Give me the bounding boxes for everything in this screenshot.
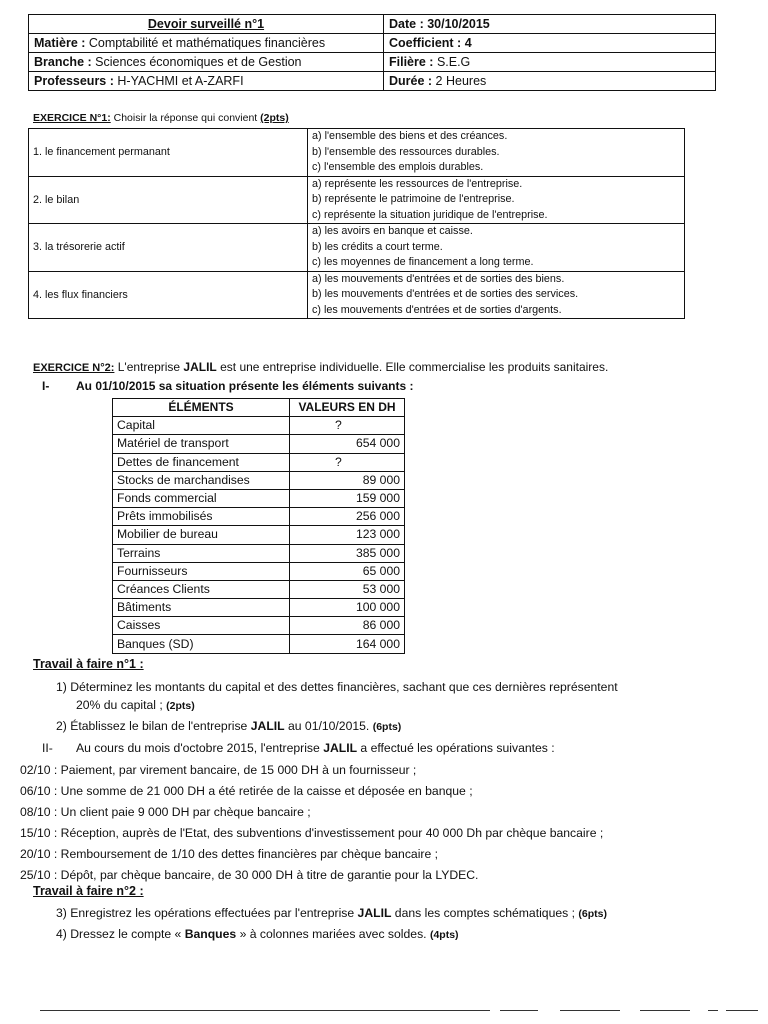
- exercise1-table: [28, 128, 685, 319]
- table-row: [113, 617, 405, 635]
- exercise1-question: 4. les flux financiers: [29, 271, 308, 319]
- exercise1-question: 3. la trésorerie actif: [29, 224, 308, 272]
- exercise1-options: [308, 176, 685, 224]
- exercise1-option: a) les avoirs en banque et caisse.: [312, 225, 473, 237]
- table-row: [113, 453, 405, 471]
- element-value: 123 000: [290, 526, 405, 544]
- t1-question1-line2: 20% du capital ; (2pts): [76, 698, 195, 712]
- operation-item: 25/10 : Dépôt, par chèque bancaire, de 30 000 DH à titre de garantie pour la LYDEC.: [20, 868, 479, 882]
- element-name: Créances Clients: [113, 580, 290, 598]
- footer-rule: [40, 1010, 490, 1011]
- table-row: [113, 580, 405, 598]
- exercise1-option: a) représente les ressources de l'entreprise.: [312, 177, 523, 190]
- exam-coefficient: Coefficient : 4: [384, 34, 716, 53]
- exercise1-options: [308, 224, 685, 272]
- exercise1-row: [29, 176, 685, 224]
- footer-rule: [726, 1010, 758, 1011]
- exercise1-options: [308, 271, 685, 319]
- exercise1-option: b) représente le patrimoine de l'entreprise.: [312, 193, 515, 205]
- t2-question4: 4) Dressez le compte « Banques » à colonnes mariées avec soldes. (4pts): [56, 927, 459, 941]
- exercise1-option: c) représente la situation juridique de l'entreprise.: [312, 208, 548, 221]
- exam-date: Date : 30/10/2015: [384, 15, 716, 34]
- element-name: Mobilier de bureau: [113, 526, 290, 544]
- exercise1-option: b) les mouvements d'entrées et de sorties des services.: [312, 288, 579, 300]
- footer-rule: [708, 1010, 718, 1011]
- elements-table: [112, 398, 405, 654]
- element-value: ?: [290, 417, 405, 435]
- operation-item: 08/10 : Un client paie 9 000 DH par chèque bancaire ;: [20, 805, 311, 819]
- footer-rule: [560, 1010, 620, 1011]
- table-row: [113, 599, 405, 617]
- element-value: 654 000: [290, 435, 405, 453]
- exam-filiere: Filière : S.E.G: [384, 53, 716, 72]
- element-name: Bâtiments: [113, 599, 290, 617]
- element-value: 65 000: [290, 562, 405, 580]
- exercise1-option: a) les mouvements d'entrées et de sorties des biens.: [312, 272, 565, 285]
- exam-branche: Branche : Sciences économiques et de Gestion: [29, 53, 384, 72]
- element-value: 385 000: [290, 544, 405, 562]
- element-value: ?: [290, 453, 405, 471]
- operation-item: 02/10 : Paiement, par virement bancaire, de 15 000 DH à un fournisseur ;: [20, 763, 417, 777]
- element-name: Dettes de financement: [113, 453, 290, 471]
- table-row: [113, 417, 405, 435]
- footer-rule: [500, 1010, 538, 1011]
- header-table: [28, 14, 716, 91]
- exercise1-option: c) les mouvements d'entrées et de sorties d'argents.: [312, 303, 562, 316]
- element-value: 159 000: [290, 489, 405, 507]
- element-name: Fournisseurs: [113, 562, 290, 580]
- part2-heading: II- Au cours du mois d'octobre 2015, l'entreprise JALIL a effectué les opérations suivantes :: [42, 741, 555, 755]
- values-header: VALEURS EN DH: [290, 399, 405, 417]
- t2-question3: 3) Enregistrez les opérations effectuées par l'entreprise JALIL dans les comptes schématiques ; (6pts): [56, 906, 607, 920]
- exam-professeurs: Professeurs : H-YACHMI et A-ZARFI: [29, 72, 384, 91]
- exercise1-option: b) l'ensemble des ressources durables.: [312, 145, 500, 158]
- travail2-title: Travail à faire n°2 :: [33, 884, 144, 898]
- exercise1-row: [29, 271, 685, 319]
- exercise2-title: EXERCICE N°2: L'entreprise JALIL est une entreprise individuelle. Elle commercialise les produits sanitaires.: [33, 360, 609, 374]
- element-name: Matériel de transport: [113, 435, 290, 453]
- table-row: [113, 635, 405, 653]
- table-row: [113, 562, 405, 580]
- travail1-title: Travail à faire n°1 :: [33, 657, 144, 671]
- element-name: Prêts immobilisés: [113, 508, 290, 526]
- operation-item: 20/10 : Remboursement de 1/10 des dettes financières par chèque bancaire ;: [20, 847, 439, 861]
- exercise1-options: [308, 129, 685, 177]
- element-name: Caisses: [113, 617, 290, 635]
- exercise1-question: 1. le financement permanant: [29, 129, 308, 177]
- table-row: [113, 508, 405, 526]
- element-value: 100 000: [290, 599, 405, 617]
- elements-header: ÉLÉMENTS: [113, 399, 290, 417]
- exercise1-option: b) les crédits a court terme.: [312, 240, 443, 253]
- table-row: [113, 526, 405, 544]
- table-row: [113, 471, 405, 489]
- table-row: [113, 544, 405, 562]
- element-value: 164 000: [290, 635, 405, 653]
- operation-item: 15/10 : Réception, auprès de l'Etat, des subventions d'investissement pour 40 000 Dh par chèque bancaire ;: [20, 826, 604, 840]
- exam-matiere: Matière : Comptabilité et mathématiques financières: [29, 34, 384, 53]
- table-row: [113, 489, 405, 507]
- table-row: [113, 435, 405, 453]
- element-name: Stocks de marchandises: [113, 471, 290, 489]
- exercise1-option: a) l'ensemble des biens et des créances.: [312, 130, 508, 142]
- element-name: Fonds commercial: [113, 489, 290, 507]
- operation-item: 06/10 : Une somme de 21 000 DH a été retirée de la caisse et déposée en banque ;: [20, 784, 473, 798]
- exercise1-option: c) l'ensemble des emplois durables.: [312, 161, 484, 173]
- t1-question1-line1: 1) Déterminez les montants du capital et des dettes financières, sachant que ces dernières représentent: [56, 680, 618, 694]
- footer-rule: [640, 1010, 690, 1011]
- element-name: Capital: [113, 417, 290, 435]
- exercise1-option: c) les moyennes de financement a long terme.: [312, 256, 534, 268]
- exercise1-row: [29, 129, 685, 177]
- element-value: 86 000: [290, 617, 405, 635]
- element-value: 89 000: [290, 471, 405, 489]
- exercise1-title: EXERCICE N°1: Choisir la réponse qui convient (2pts): [33, 112, 289, 124]
- exam-title: Devoir surveillé n°1: [29, 15, 384, 34]
- exam-duree: Durée : 2 Heures: [384, 72, 716, 91]
- element-value: 53 000: [290, 580, 405, 598]
- part1-heading: I- Au 01/10/2015 sa situation présente les éléments suivants :: [42, 379, 414, 393]
- element-name: Terrains: [113, 544, 290, 562]
- exercise1-row: [29, 224, 685, 272]
- t1-question2: 2) Établissez le bilan de l'entreprise JALIL au 01/10/2015. (6pts): [56, 719, 402, 733]
- element-value: 256 000: [290, 508, 405, 526]
- exercise1-question: 2. le bilan: [29, 176, 308, 224]
- element-name: Banques (SD): [113, 635, 290, 653]
